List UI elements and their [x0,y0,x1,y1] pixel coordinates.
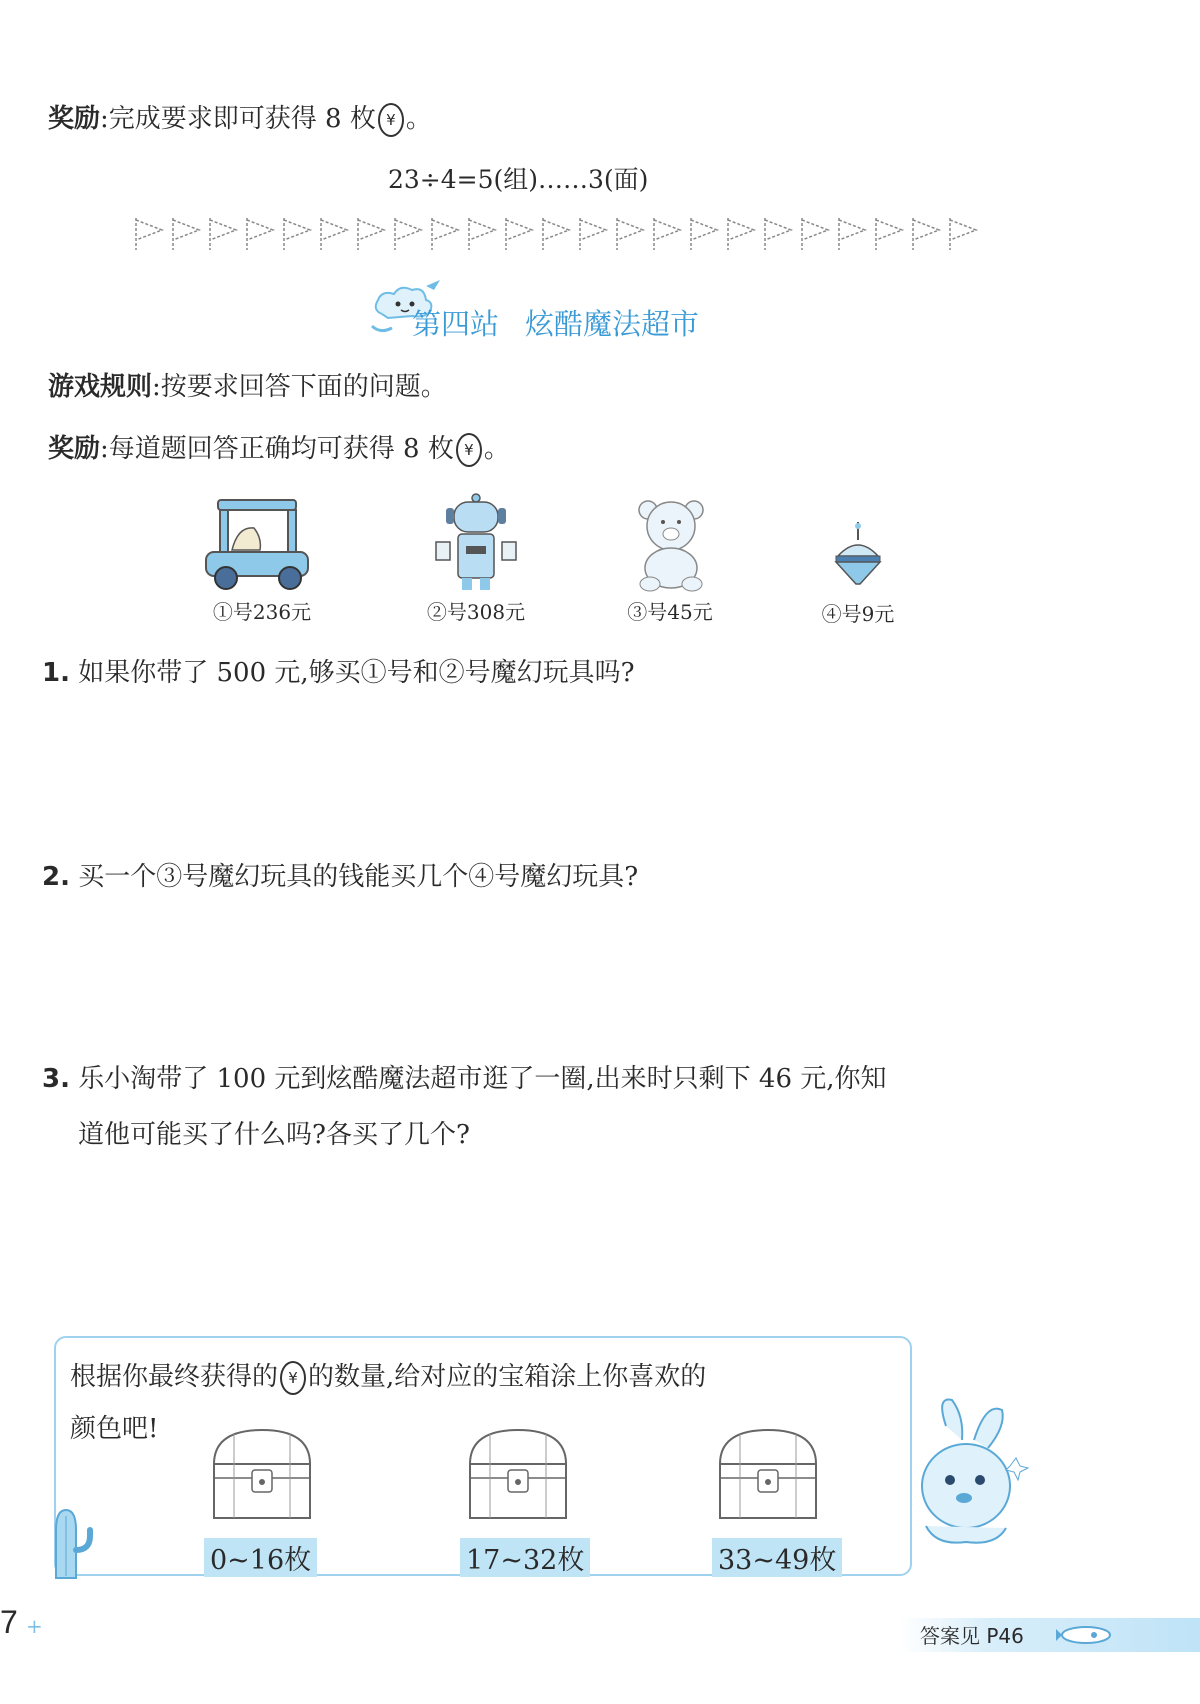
chest-instruction-line-2: 颜色吧! [70,1414,159,1444]
flag-outline [280,216,317,252]
flag-outline [650,216,687,252]
robot-icon [432,484,520,594]
flag-outline [428,216,465,252]
treasure-chest-icon [712,1424,824,1524]
toy-caption: ②号308元 [426,600,526,624]
flag-outline [798,216,835,252]
question-text: 如果你带了 500 元,够买①号和②号魔幻玩具吗? [78,658,635,688]
flag-outline [169,216,206,252]
reward-label: 奖励 [48,434,101,464]
chest-label: 17~32枚 [460,1538,590,1577]
instruction-text: 根据你最终获得的 [70,1362,279,1392]
chest-instruction [70,1356,706,1395]
question-3 [42,1058,887,1095]
treasure-chest-icon [206,1424,318,1524]
page-number: 7 [0,1604,18,1640]
flag-outline [946,216,983,252]
bunny-mascot-icon [906,1396,1036,1566]
rocket-icon [1056,1624,1116,1646]
flag-outline [502,216,539,252]
question-number: 3. [42,1064,70,1094]
answer-reference: 答案见 P46 [920,1624,1024,1648]
question-text: 买一个③号魔幻玩具的钱能买几个④号魔幻玩具? [78,862,639,892]
flag-outline [539,216,576,252]
golf-cart-icon [198,496,318,592]
flag-outline [761,216,798,252]
question-number: 2. [42,862,70,892]
reward-line-station [48,428,510,467]
flag-outline [206,216,243,252]
treasure-chest-2[interactable] [462,1424,574,1528]
teddy-bear-icon [632,496,712,592]
flag-outline [872,216,909,252]
toy-caption: ①号236元 [212,600,312,624]
treasure-chest-icon [462,1424,574,1524]
toy-4 [830,520,886,596]
flag-outline [391,216,428,252]
station-heading [368,276,768,346]
toy-2 [432,484,520,598]
reward-text: :每道题回答正确均可获得 8 枚 [100,434,454,464]
plus-decoration: + [26,1614,43,1638]
reward-line-top [48,98,432,137]
question-2 [42,856,638,893]
rules-line [48,366,447,403]
coin-icon: ¥ [456,433,482,467]
coin-icon: ¥ [378,103,404,137]
toy-caption: ④号9元 [821,602,895,626]
question-1 [42,652,635,689]
flag-outline [613,216,650,252]
flag-outline [576,216,613,252]
toy-1 [198,496,318,596]
reward-label: 奖励 [48,104,101,134]
station-number: 第四站 [412,307,500,341]
equation: 23÷4=5(组)……3(面) [388,165,649,194]
rules-text: :按要求回答下面的问题。 [152,372,447,402]
chest-label: 0~16枚 [204,1538,317,1577]
toy-caption: ③号45元 [627,600,713,624]
flags-row [132,216,983,252]
treasure-chest-3[interactable] [712,1424,824,1528]
instruction-text: 的数量,给对应的宝箱涂上你喜欢的 [308,1362,707,1392]
cactus-icon [36,1500,96,1580]
question-text: 乐小淘带了 100 元到炫酷魔法超市逛了一圈,出来时只剩下 46 元,你知 [78,1064,887,1094]
question-number: 1. [42,658,70,688]
reward-end: 。 [405,104,432,134]
flag-outline [243,216,280,252]
flag-outline [724,216,761,252]
question-3-line-2: 道他可能买了什么吗?各买了几个? [78,1120,470,1150]
flag-outline [687,216,724,252]
reward-end: 。 [483,434,510,464]
flag-outline [354,216,391,252]
coin-icon: ¥ [280,1361,306,1395]
flag-outline [132,216,169,252]
chest-label: 33~49枚 [712,1538,842,1577]
rules-label: 游戏规则 [48,372,153,402]
flag-outline [835,216,872,252]
station-name: 炫酷魔法超市 [525,307,700,341]
reward-text: :完成要求即可获得 8 枚 [100,104,376,134]
toy-3 [632,496,712,596]
spinning-top-icon [830,520,886,592]
flag-outline [317,216,354,252]
flag-outline [909,216,946,252]
flag-outline [465,216,502,252]
treasure-chest-1[interactable] [206,1424,318,1528]
